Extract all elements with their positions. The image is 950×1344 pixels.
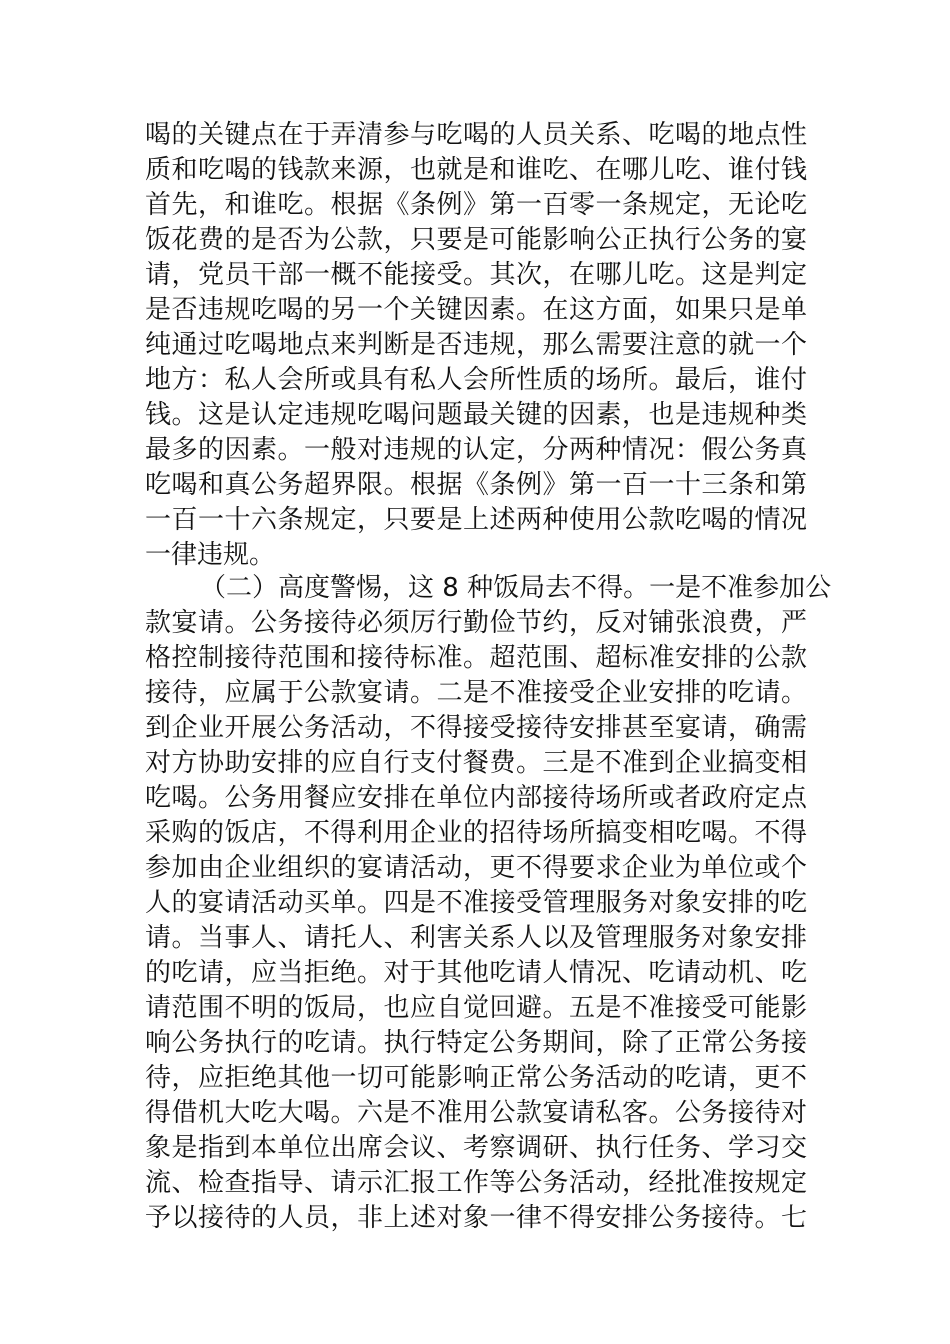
text-line: 吃喝和真公务超界限。根据《条例》第一百一十三条和第 — [145, 470, 807, 500]
text-line: 响公务执行的吃请。执行特定公务期间，除了正常公务接 — [145, 1028, 807, 1058]
text-line: 待，应拒绝其他一切可能影响正常公务活动的吃请，更不 — [145, 1063, 807, 1093]
text-line: 得借机大吃大喝。六是不准用公款宴请私客。公务接待对 — [145, 1098, 807, 1128]
text-line: 请范围不明的饭局，也应自觉回避。五是不准接受可能影 — [145, 993, 807, 1023]
text-line: 的吃请，应当拒绝。对于其他吃请人情况、吃请动机、吃 — [145, 958, 807, 988]
text-line: 地方：私人会所或具有私人会所性质的场所。最后，谁付 — [145, 365, 807, 395]
text-line: 一律违规。 — [145, 540, 276, 570]
text-line: 流、检查指导、请示汇报工作等公务活动，经批准按规定 — [145, 1168, 807, 1198]
text-line: 接待，应属于公款宴请。二是不准接受企业安排的吃请。 — [145, 678, 807, 708]
text-line: 请。当事人、请托人、利害关系人以及管理服务对象安排 — [145, 923, 807, 953]
text-line: 吃喝。公务用餐应安排在单位内部接待场所或者政府定点 — [145, 783, 807, 813]
text-line: 参加由企业组织的宴请活动，更不得要求企业为单位或个 — [145, 853, 807, 883]
section-heading-line: （二）高度警惕，这 8 种饭局去不得。一是不准参加公 — [200, 573, 832, 603]
text-line: 象是指到本单位出席会议、考察调研、执行任务、学习交 — [145, 1133, 807, 1163]
text-line: 款宴请。公务接待必须厉行勤俭节约，反对铺张浪费，严 — [145, 608, 807, 638]
text-line: 最多的因素。一般对违规的认定，分两种情况：假公务真 — [145, 435, 807, 465]
text-line: 人的宴请活动买单。四是不准接受管理服务对象安排的吃 — [145, 888, 807, 918]
text-line: 质和吃喝的钱款来源，也就是和谁吃、在哪儿吃、谁付钱 — [145, 155, 807, 185]
text-line: 采购的饭店，不得利用企业的招待场所搞变相吃喝。不得 — [145, 818, 807, 848]
text-line: 饭花费的是否为公款，只要是可能影响公正执行公务的宴 — [145, 225, 807, 255]
text-line: 予以接待的人员，非上述对象一律不得安排公务接待。七 — [145, 1203, 807, 1233]
text-line: 请，党员干部一概不能接受。其次，在哪儿吃。这是判定 — [145, 260, 807, 290]
text-line: 钱。这是认定违规吃喝问题最关键的因素，也是违规种类 — [145, 400, 807, 430]
text-line: 对方协助安排的应自行支付餐费。三是不准到企业搞变相 — [145, 748, 807, 778]
text-line: 喝的关键点在于弄清参与吃喝的人员关系、吃喝的地点性 — [145, 120, 807, 150]
text-line: 首先，和谁吃。根据《条例》第一百零一条规定，无论吃 — [145, 190, 807, 220]
text-line: 到企业开展公务活动，不得接受接待安排甚至宴请，确需 — [145, 713, 807, 743]
text-line: 格控制接待范围和接待标准。超范围、超标准安排的公款 — [145, 643, 807, 673]
text-line: 是否违规吃喝的另一个关键因素。在这方面，如果只是单 — [145, 295, 807, 325]
text-line: 纯通过吃喝地点来判断是否违规，那么需要注意的就一个 — [145, 330, 807, 360]
text-line: 一百一十六条规定，只要是上述两种使用公款吃喝的情况 — [145, 505, 807, 535]
